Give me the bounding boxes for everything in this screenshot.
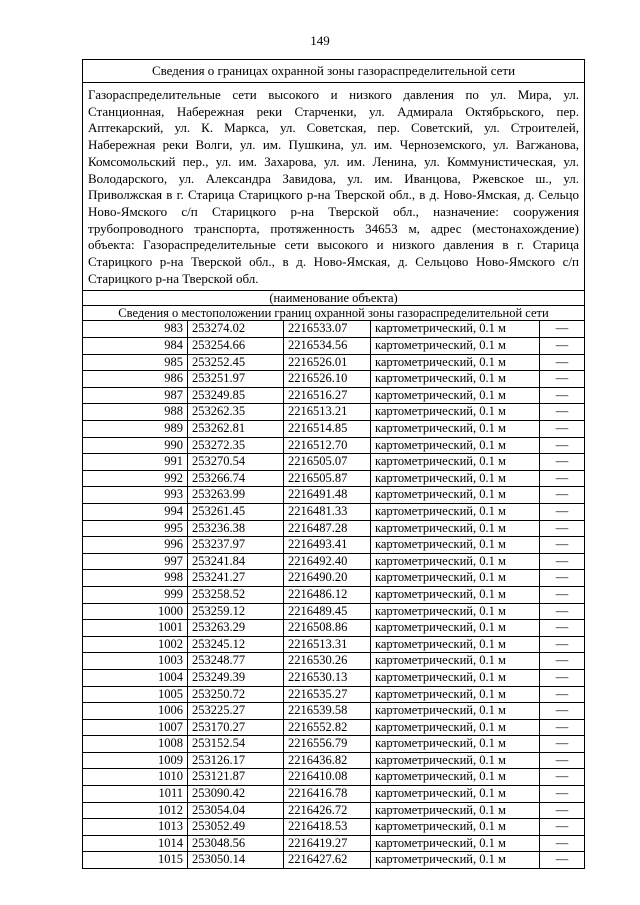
coord-x-cell: 253052.49 <box>188 819 284 836</box>
location-heading-row <box>83 306 585 321</box>
table-row <box>83 454 585 471</box>
point-number-cell: 991 <box>83 454 188 471</box>
point-number-cell: 996 <box>83 537 188 554</box>
coord-y-cell: 2216513.21 <box>284 404 371 421</box>
coord-y-cell: 2216508.86 <box>284 620 371 637</box>
coord-y-cell: 2216481.33 <box>284 503 371 520</box>
point-number-cell: 1008 <box>83 736 188 753</box>
coord-x-cell: 253250.72 <box>188 686 284 703</box>
object-caption: (наименование объекта) <box>83 291 585 306</box>
accuracy-dash-cell: — <box>540 338 585 355</box>
table-row <box>83 686 585 703</box>
point-number-cell: 983 <box>83 321 188 338</box>
point-number-cell: 986 <box>83 371 188 388</box>
method-cell: картометрический, 0.1 м <box>371 503 540 520</box>
point-number-cell: 1002 <box>83 636 188 653</box>
point-number-cell: 1011 <box>83 786 188 803</box>
method-cell: картометрический, 0.1 м <box>371 719 540 736</box>
coord-y-cell: 2216486.12 <box>284 586 371 603</box>
table-row <box>83 487 585 504</box>
point-number-cell: 1000 <box>83 603 188 620</box>
table-row <box>83 520 585 537</box>
accuracy-dash-cell: — <box>540 603 585 620</box>
coord-x-cell: 253241.27 <box>188 570 284 587</box>
accuracy-dash-cell: — <box>540 786 585 803</box>
accuracy-dash-cell: — <box>540 586 585 603</box>
table-row <box>83 603 585 620</box>
table-row <box>83 736 585 753</box>
coord-x-cell: 253237.97 <box>188 537 284 554</box>
coord-y-cell: 2216489.45 <box>284 603 371 620</box>
method-cell: картометрический, 0.1 м <box>371 653 540 670</box>
accuracy-dash-cell: — <box>540 421 585 438</box>
accuracy-dash-cell: — <box>540 520 585 537</box>
coord-y-cell: 2216493.41 <box>284 537 371 554</box>
coord-y-cell: 2216418.53 <box>284 819 371 836</box>
method-cell: картометрический, 0.1 м <box>371 636 540 653</box>
coord-x-cell: 253252.45 <box>188 354 284 371</box>
coord-x-cell: 253241.84 <box>188 553 284 570</box>
point-number-cell: 1005 <box>83 686 188 703</box>
coord-x-cell: 253225.27 <box>188 703 284 720</box>
table-row <box>83 338 585 355</box>
accuracy-dash-cell: — <box>540 736 585 753</box>
coord-y-cell: 2216410.08 <box>284 769 371 786</box>
coord-x-cell: 253262.81 <box>188 421 284 438</box>
point-number-cell: 1010 <box>83 769 188 786</box>
coord-x-cell: 253262.35 <box>188 404 284 421</box>
accuracy-dash-cell: — <box>540 636 585 653</box>
coord-y-cell: 2216419.27 <box>284 835 371 852</box>
accuracy-dash-cell: — <box>540 553 585 570</box>
accuracy-dash-cell: — <box>540 404 585 421</box>
method-cell: картометрический, 0.1 м <box>371 703 540 720</box>
coord-y-cell: 2216526.10 <box>284 371 371 388</box>
method-cell: картометрический, 0.1 м <box>371 421 540 438</box>
coord-x-cell: 253251.97 <box>188 371 284 388</box>
point-number-cell: 1007 <box>83 719 188 736</box>
point-number-cell: 1013 <box>83 819 188 836</box>
accuracy-dash-cell: — <box>540 537 585 554</box>
table-row <box>83 669 585 686</box>
coord-y-cell: 2216505.07 <box>284 454 371 471</box>
point-number-cell: 997 <box>83 553 188 570</box>
coord-y-cell: 2216534.56 <box>284 338 371 355</box>
caption-row <box>83 291 585 306</box>
coord-y-cell: 2216512.70 <box>284 437 371 454</box>
point-number-cell: 1009 <box>83 752 188 769</box>
coord-y-cell: 2216533.07 <box>284 321 371 338</box>
method-cell: картометрический, 0.1 м <box>371 321 540 338</box>
point-number-cell: 1004 <box>83 669 188 686</box>
table-row <box>83 503 585 520</box>
point-number-cell: 985 <box>83 354 188 371</box>
location-heading: Сведения о местоположении границ охранной зоны газораспределительной сети <box>83 306 585 321</box>
coord-x-cell: 253272.35 <box>188 437 284 454</box>
coord-x-cell: 253263.29 <box>188 620 284 637</box>
point-number-cell: 1001 <box>83 620 188 637</box>
table-row <box>83 653 585 670</box>
table-row <box>83 570 585 587</box>
coord-y-cell: 2216513.31 <box>284 636 371 653</box>
coord-x-cell: 253266.74 <box>188 470 284 487</box>
coord-x-cell: 253090.42 <box>188 786 284 803</box>
object-description: Газораспределительные сети высокого и низкого давления по ул. Мира, ул. Станционная, Набережная реки Старченки, ул. Адмирала Октябрьского, пер. Аптекарский, ул. К. Маркса, ул. Советская, пер. Советский, ул. Строителей, Набережная реки Волги, ул. им. Пушкина, ул. им. Черноземского, ул. Вагжанова, Комсомольский пер., ул. им. Захарова, ул. им. Ленина, ул. Коммунистическая, ул. Володарского, ул. Александра Завидова, ул. им. Иванцова, Ржевское ш., ул. Приволжская в г. Старица Старицкого р-на Тверской обл., в д. Ново-Ямская, д. Сельцо Ново-Ямского с/п Старицкого р-на Тверской обл., назначение: сооружения трубопроводного транспорта, протяженность 34653 м, адрес (местонахождение) объекта: Газораспределительные сети высокого и низкого давления в г. Старица Старицкого р-на Тверской обл., в д. Ново-Ямская, д. Сельцово Ново-Ямского с/п Старицкого р-на Тверской обл. <box>83 83 585 291</box>
point-number-cell: 994 <box>83 503 188 520</box>
table-row <box>83 437 585 454</box>
method-cell: картометрический, 0.1 м <box>371 454 540 471</box>
method-cell: картометрический, 0.1 м <box>371 603 540 620</box>
table-row <box>83 404 585 421</box>
method-cell: картометрический, 0.1 м <box>371 835 540 852</box>
accuracy-dash-cell: — <box>540 503 585 520</box>
table-row <box>83 752 585 769</box>
coord-x-cell: 253263.99 <box>188 487 284 504</box>
coord-x-cell: 253050.14 <box>188 852 284 869</box>
coord-x-cell: 253054.04 <box>188 802 284 819</box>
accuracy-dash-cell: — <box>540 387 585 404</box>
table-row <box>83 537 585 554</box>
coord-y-cell: 2216530.26 <box>284 653 371 670</box>
accuracy-dash-cell: — <box>540 321 585 338</box>
point-number-cell: 1014 <box>83 835 188 852</box>
table-row <box>83 852 585 869</box>
coord-x-cell: 253121.87 <box>188 769 284 786</box>
coord-x-cell: 253170.27 <box>188 719 284 736</box>
table-row <box>83 421 585 438</box>
method-cell: картометрический, 0.1 м <box>371 553 540 570</box>
method-cell: картометрический, 0.1 м <box>371 736 540 753</box>
coord-x-cell: 253254.66 <box>188 338 284 355</box>
coord-x-cell: 253274.02 <box>188 321 284 338</box>
coord-y-cell: 2216530.13 <box>284 669 371 686</box>
point-number-cell: 992 <box>83 470 188 487</box>
coord-x-cell: 253249.39 <box>188 669 284 686</box>
method-cell: картометрический, 0.1 м <box>371 338 540 355</box>
coord-x-cell: 253126.17 <box>188 752 284 769</box>
accuracy-dash-cell: — <box>540 819 585 836</box>
page-number: 149 <box>310 33 330 48</box>
method-cell: картометрический, 0.1 м <box>371 802 540 819</box>
coord-y-cell: 2216436.82 <box>284 752 371 769</box>
accuracy-dash-cell: — <box>540 752 585 769</box>
method-cell: картометрический, 0.1 м <box>371 786 540 803</box>
accuracy-dash-cell: — <box>540 719 585 736</box>
point-number-cell: 1006 <box>83 703 188 720</box>
table-row <box>83 387 585 404</box>
description-row <box>83 83 585 291</box>
accuracy-dash-cell: — <box>540 371 585 388</box>
method-cell: картометрический, 0.1 м <box>371 470 540 487</box>
coord-y-cell: 2216416.78 <box>284 786 371 803</box>
point-number-cell: 988 <box>83 404 188 421</box>
accuracy-dash-cell: — <box>540 354 585 371</box>
point-number-cell: 984 <box>83 338 188 355</box>
method-cell: картометрический, 0.1 м <box>371 819 540 836</box>
coord-y-cell: 2216490.20 <box>284 570 371 587</box>
coord-x-cell: 253236.38 <box>188 520 284 537</box>
method-cell: картометрический, 0.1 м <box>371 669 540 686</box>
method-cell: картометрический, 0.1 м <box>371 437 540 454</box>
coord-y-cell: 2216539.58 <box>284 703 371 720</box>
coord-y-cell: 2216492.40 <box>284 553 371 570</box>
coord-y-cell: 2216526.01 <box>284 354 371 371</box>
accuracy-dash-cell: — <box>540 802 585 819</box>
table-row <box>83 620 585 637</box>
table-row <box>83 719 585 736</box>
point-number-cell: 990 <box>83 437 188 454</box>
title-row <box>83 60 585 83</box>
coord-y-cell: 2216427.62 <box>284 852 371 869</box>
coord-y-cell: 2216535.27 <box>284 686 371 703</box>
point-number-cell: 989 <box>83 421 188 438</box>
table-row <box>83 703 585 720</box>
accuracy-dash-cell: — <box>540 437 585 454</box>
method-cell: картометрический, 0.1 м <box>371 852 540 869</box>
method-cell: картометрический, 0.1 м <box>371 620 540 637</box>
method-cell: картометрический, 0.1 м <box>371 520 540 537</box>
method-cell: картометрический, 0.1 м <box>371 354 540 371</box>
method-cell: картометрический, 0.1 м <box>371 570 540 587</box>
coord-x-cell: 253152.54 <box>188 736 284 753</box>
method-cell: картометрический, 0.1 м <box>371 487 540 504</box>
table-row <box>83 786 585 803</box>
accuracy-dash-cell: — <box>540 769 585 786</box>
method-cell: картометрический, 0.1 м <box>371 686 540 703</box>
accuracy-dash-cell: — <box>540 653 585 670</box>
point-number-cell: 995 <box>83 520 188 537</box>
coord-y-cell: 2216556.79 <box>284 736 371 753</box>
table-row <box>83 586 585 603</box>
table-row <box>83 802 585 819</box>
table-row <box>83 553 585 570</box>
point-number-cell: 998 <box>83 570 188 587</box>
method-cell: картометрический, 0.1 м <box>371 586 540 603</box>
method-cell: картометрический, 0.1 м <box>371 769 540 786</box>
table-row <box>83 769 585 786</box>
point-number-cell: 993 <box>83 487 188 504</box>
accuracy-dash-cell: — <box>540 487 585 504</box>
point-number-cell: 987 <box>83 387 188 404</box>
point-number-cell: 999 <box>83 586 188 603</box>
coord-x-cell: 253258.52 <box>188 586 284 603</box>
coord-y-cell: 2216514.85 <box>284 421 371 438</box>
accuracy-dash-cell: — <box>540 570 585 587</box>
table-row <box>83 321 585 338</box>
table-row <box>83 470 585 487</box>
accuracy-dash-cell: — <box>540 703 585 720</box>
coord-x-cell: 253259.12 <box>188 603 284 620</box>
coord-y-cell: 2216505.87 <box>284 470 371 487</box>
method-cell: картометрический, 0.1 м <box>371 404 540 421</box>
coord-y-cell: 2216552.82 <box>284 719 371 736</box>
table-row <box>83 354 585 371</box>
point-number-cell: 1012 <box>83 802 188 819</box>
coord-y-cell: 2216491.48 <box>284 487 371 504</box>
accuracy-dash-cell: — <box>540 470 585 487</box>
coord-x-cell: 253048.56 <box>188 835 284 852</box>
accuracy-dash-cell: — <box>540 620 585 637</box>
boundary-table <box>82 59 585 869</box>
method-cell: картометрический, 0.1 м <box>371 752 540 769</box>
accuracy-dash-cell: — <box>540 669 585 686</box>
table-row <box>83 835 585 852</box>
accuracy-dash-cell: — <box>540 686 585 703</box>
coord-y-cell: 2216516.27 <box>284 387 371 404</box>
method-cell: картометрический, 0.1 м <box>371 371 540 388</box>
accuracy-dash-cell: — <box>540 454 585 471</box>
point-number-cell: 1003 <box>83 653 188 670</box>
accuracy-dash-cell: — <box>540 835 585 852</box>
method-cell: картометрический, 0.1 м <box>371 537 540 554</box>
coord-x-cell: 253249.85 <box>188 387 284 404</box>
coord-x-cell: 253245.12 <box>188 636 284 653</box>
method-cell: картометрический, 0.1 м <box>371 387 540 404</box>
coord-x-cell: 253261.45 <box>188 503 284 520</box>
coord-y-cell: 2216426.72 <box>284 802 371 819</box>
coord-x-cell: 253270.54 <box>188 454 284 471</box>
accuracy-dash-cell: — <box>540 852 585 869</box>
table-row <box>83 819 585 836</box>
table-row <box>83 371 585 388</box>
table-row <box>83 636 585 653</box>
coord-x-cell: 253248.77 <box>188 653 284 670</box>
point-number-cell: 1015 <box>83 852 188 869</box>
table-title: Сведения о границах охранной зоны газораспределительной сети <box>83 60 585 83</box>
coord-y-cell: 2216487.28 <box>284 520 371 537</box>
